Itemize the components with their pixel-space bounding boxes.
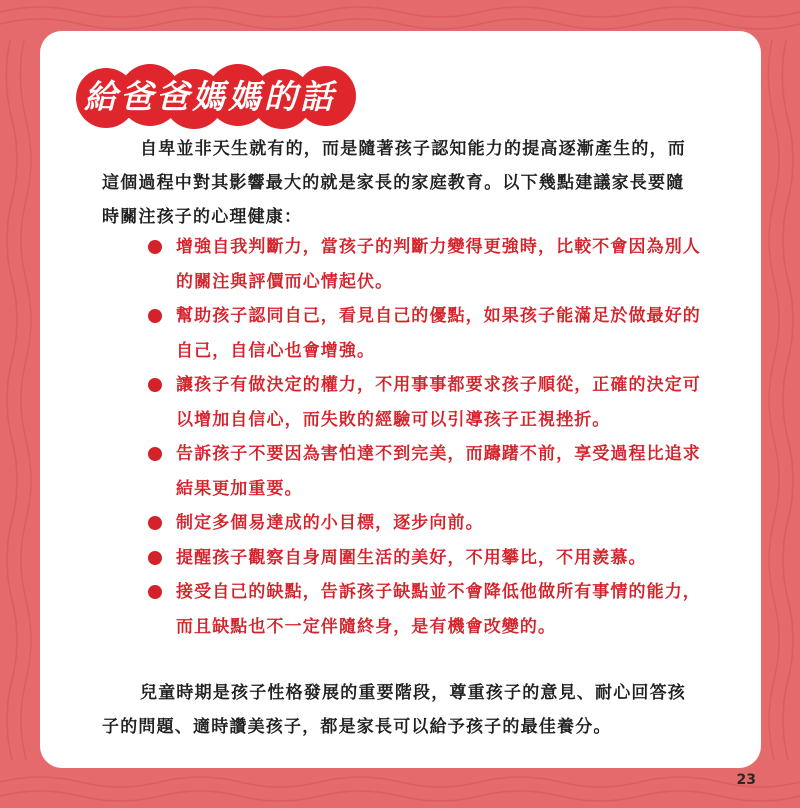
page-number: 23 (736, 772, 756, 788)
list-item: 提醒孩子觀察自身周圍生活的美好，不用攀比，不用羨慕。 (148, 541, 708, 576)
list-item: 制定多個易達成的小目標，逐步向前。 (148, 506, 708, 541)
closing-paragraph (102, 676, 702, 744)
bullet-icon (148, 551, 162, 565)
bullet-icon (148, 585, 162, 599)
bullet-icon (148, 309, 162, 323)
list-item: 幫助孩子認同自己，看見自己的優點，如果孩子能滿足於做最好的自己，自信心也會增強。 (148, 299, 708, 368)
page-title: 給爸爸媽媽的話 (84, 77, 336, 116)
intro-paragraph (102, 132, 702, 234)
bullet-icon (148, 516, 162, 530)
bullet-icon (148, 378, 162, 392)
bullet-icon (148, 447, 162, 461)
list-item: 讓孩子有做決定的權力，不用事事都要求孩子順從，正確的決定可以增加自信心，而失敗的經驗可以引導孩子正視挫折。 (148, 368, 708, 437)
list-item: 增強自我判斷力，當孩子的判斷力變得更強時，比較不會因為別人的關注與評價而心情起伏。 (148, 230, 708, 299)
list-item: 告訴孩子不要因為害怕達不到完美，而躊躇不前，享受過程比追求結果更加重要。 (148, 437, 708, 506)
closing-text: 兒童時期是孩子性格發展的重要階段，尊重孩子的意見、耐心回答孩子的問題、適時讚美孩子，都是家長可以給予孩子的最佳養分。 (102, 683, 686, 737)
advice-list (148, 230, 708, 644)
bullet-icon (148, 240, 162, 254)
intro-text: 自卑並非天生就有的，而是隨著孩子認知能力的提高逐漸產生的，而這個過程中對其影響最大的就是家長的家庭教育。以下幾點建議家長要隨時關注孩子的心理健康： (102, 139, 686, 227)
list-item: 接受自己的缺點，告訴孩子缺點並不會降低他做所有事情的能力，而且缺點也不一定伴隨終身，是有機會改變的。 (148, 575, 708, 644)
